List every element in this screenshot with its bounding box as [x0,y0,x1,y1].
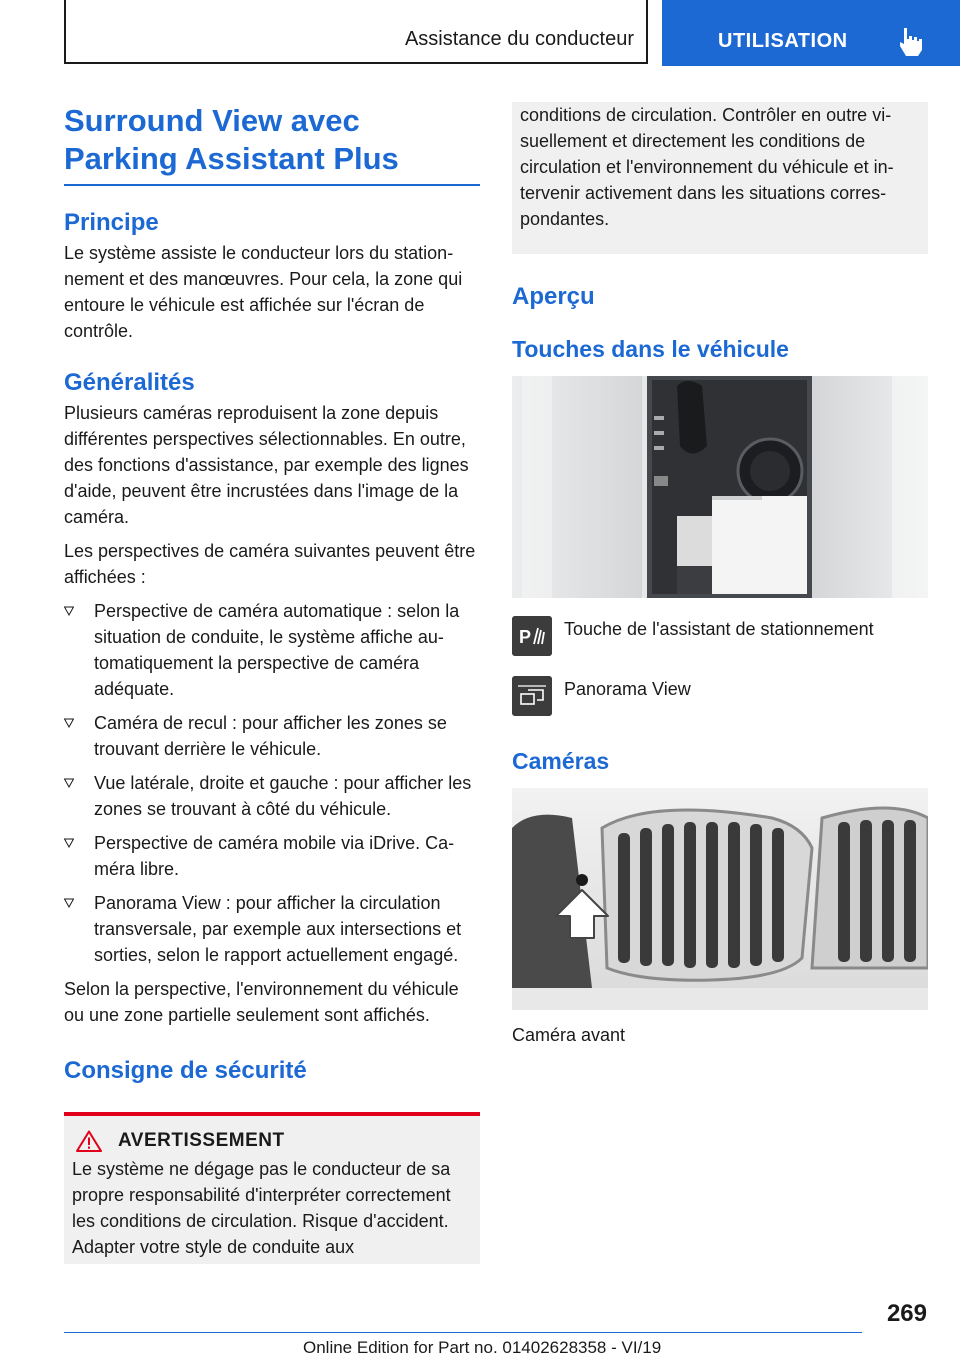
svg-text:P: P [519,627,532,647]
footer-divider [64,1332,862,1333]
generalites-paragraph-2: Les perspectives de caméra suivantes peuvent être affichées : [64,541,476,587]
left-column [64,102,480,1264]
key-label-panorama-view: Panorama View [564,679,691,699]
apercu-heading: Aperçu [512,283,595,310]
key-row-parking-assistant [512,616,928,656]
front-camera-photo [512,788,928,1010]
page-header [0,0,960,66]
list-item: Perspective de caméra mobile via iDrive. Caméra libre. [64,830,480,882]
list-item: Vue latérale, droite et gauche : pour afficher les zones se trouvant à côté du véhicule. [64,770,480,822]
warning-box [64,1112,480,1264]
list-item: Caméra de recul : pour afficher les zones se trouvant derrière le véhicule. [64,710,480,762]
bullet-triangle-icon [64,838,74,848]
camera-perspectives-list [64,598,480,968]
bullet-triangle-icon [64,778,74,788]
center-console-photo [512,376,928,598]
pointing-hand-icon [898,26,922,56]
list-item: Perspective de caméra automatique : selon la situation de conduite, le système affiche automatiquement la perspective de caméra adéquate. [64,598,480,702]
section-tab [64,0,648,64]
touches-heading: Touches dans le véhicule [512,336,789,362]
edition-text: Online Edition for Part no. 01402628358 - VI/19 [303,1338,662,1357]
warning-label: AVERTISSEMENT [118,1130,285,1151]
panorama-view-icon [512,676,552,716]
warning-header [64,1116,480,1152]
warning-triangle-icon [76,1130,102,1152]
center-console-illustration [512,376,928,598]
bullet-triangle-icon [64,606,74,616]
principe-text: Le système assiste le conducteur lors du stationnement et des manœuvres. Pour cela, la zone qui entoure le véhicule est affichée sur l'écran de contrôle. [64,243,463,341]
generalites-paragraph-1: Plusieurs caméras reproduisent la zone depuis différentes perspectives sélectionnables. En outre, des fonctions d'assistance, par exemple des lignes d'aide, peuvent être incrustées dans l'image de la caméra. [64,403,469,527]
generalites-heading: Généralités [64,369,195,396]
page-number: 269 [886,1300,927,1327]
warning-continuation: conditions de circulation. Contrôler en outre visuellement et directement les conditions de circulation et l'environnement du véhicule et intervenir activement dans les situations correspondantes. [512,102,928,254]
bullet-triangle-icon [64,718,74,728]
front-grille-illustration [512,788,928,1010]
warning-text: Le système ne dégage pas le conducteur de sa propre responsabilité d'interpréter correctement les conditions de circulation. Risque d'accident. Adapter votre style de conduite aux [72,1159,451,1257]
page-title: Surround View avec Parking Assistant Plus [64,102,480,186]
key-label-parking-assistant: Touche de l'assistant de stationnement [564,619,874,639]
camera-caption: Caméra avant [512,1025,626,1045]
cameras-heading: Caméras [512,748,610,774]
chapter-tab [662,0,960,66]
chapter-title: UTILISATION [718,30,848,52]
parking-assistant-icon [512,616,552,656]
generalites-paragraph-3: Selon la perspective, l'environnement du véhicule ou une zone partielle seulement sont affichés. [64,979,459,1025]
bullet-triangle-icon [64,898,74,908]
section-title: Assistance du conducteur [404,28,634,50]
securite-heading: Consigne de sécurité [64,1057,307,1084]
principe-heading: Principe [64,209,159,236]
key-row-panorama-view [512,676,928,716]
right-column [512,102,928,1048]
list-item: Panorama View : pour afficher la circulation transversale, par exemple aux intersections et sorties, selon le rapport actuellement engagé. [64,890,480,968]
